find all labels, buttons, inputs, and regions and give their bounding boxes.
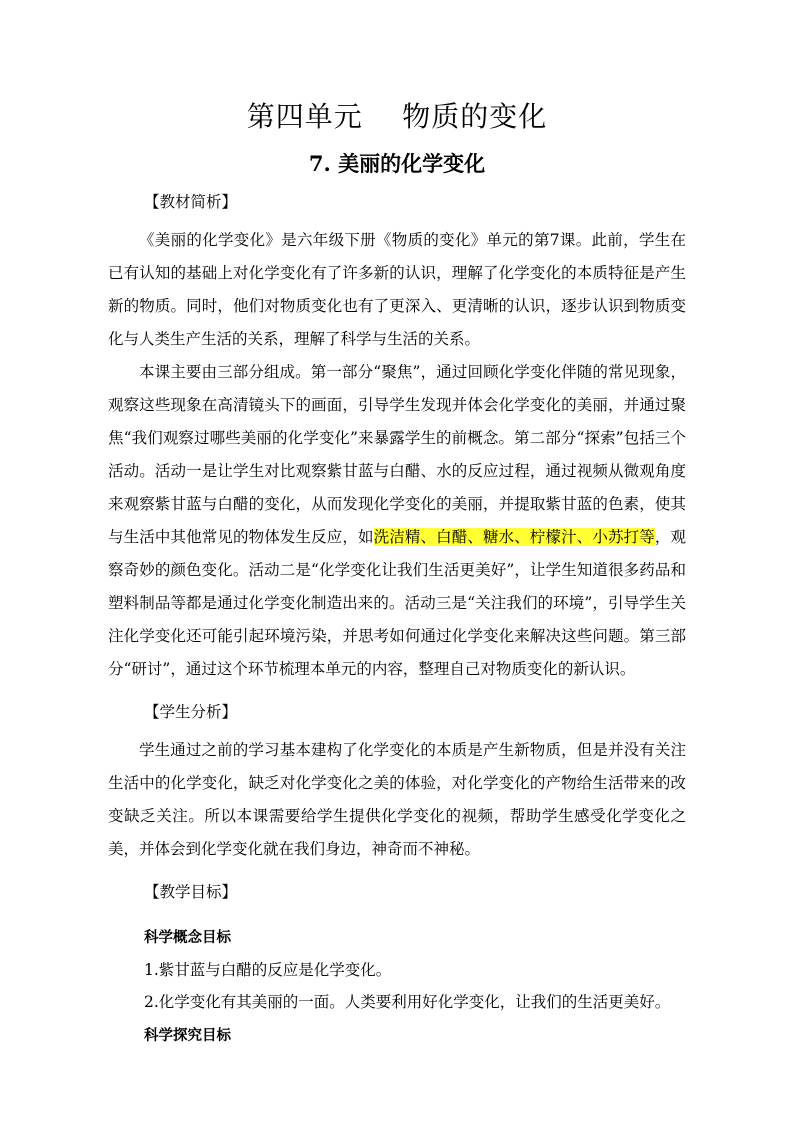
textbook-paragraph-2	[108, 356, 686, 686]
student-paragraph-1: 学生通过之前的学习基本建构了化学变化的本质是产生新物质，但是并没有关注生活中的化学变化，缺乏对化学变化之美的体验，对化学变化的产物给生活带来的改变缺乏关注。所以本课需要给学生提供化学变化的视频，帮助学生感受化学变化之美，并体会到化学变化就在我们身边，神奇而不神秘。	[108, 741, 686, 858]
unit-title: 第四单元 物质的变化	[246, 100, 548, 133]
concept-goal-item-1: 1.紫甘蓝与白醋的反应是化学变化。	[144, 961, 392, 979]
section-heading-textbook: 【教材简析】	[144, 193, 238, 211]
concept-goals-heading: 科学概念目标	[144, 930, 231, 946]
concept-goal-item-2: 2.化学变化有其美丽的一面。人类要利用好化学变化，让我们的生活更美好。	[144, 993, 671, 1011]
highlighted-text: 洗洁精、白醋、糖水、柠檬汁、小苏打等	[373, 528, 655, 546]
section-heading-goals: 【教学目标】	[144, 883, 238, 901]
lesson-title: 7. 美丽的化学变化	[308, 151, 486, 176]
textbook-paragraph-2-text-a: 本课主要由三部分组成。第一部分“聚焦”，通过回顾化学变化伴随的常见现象，观察这些现象在高清镜头下的画面，引导学生发现并体会化学变化的美丽，并通过聚焦“我们观察过哪些美丽的化学变化”来暴露学生的前概念。第二部分“探索”包括三个活动。活动一是让学生对比观察紫甘蓝与白醋、水的反应过程，通过视频从微观角度来观察紫甘蓝与白醋的变化，从而发现化学变化的美丽，并提取紫甘蓝的色素，使其与生活中其他常见的物体发生反应，如	[108, 363, 686, 546]
inquiry-goals-heading: 科学探究目标	[144, 1028, 231, 1044]
section-heading-student: 【学生分析】	[144, 703, 238, 721]
textbook-paragraph-1: 《美丽的化学变化》是六年级下册《物质的变化》单元的第7课。此前，学生在已有认知的基础上对化学变化有了许多新的认识，理解了化学变化的本质特征是产生新的物质。同时，他们对物质变化也有了更深入、更清晰的认识，逐步认识到物质变化与人类生产生活的关系，理解了科学与生活的关系。	[108, 231, 686, 348]
textbook-paragraph-2-text-b: ，观察奇妙的颜色变化。活动二是“化学变化让我们生活更美好”，让学生知道很多药品和塑料制品等都是通过化学变化制造出来的。活动三是“关注我们的环境”，引导学生关注化学变化还可能引起环境污染，并思考如何通过化学变化来解决这些问题。第三部分“研讨”，通过这个环节梳理本单元的内容，整理自己对物质变化的新认识。	[108, 528, 686, 678]
